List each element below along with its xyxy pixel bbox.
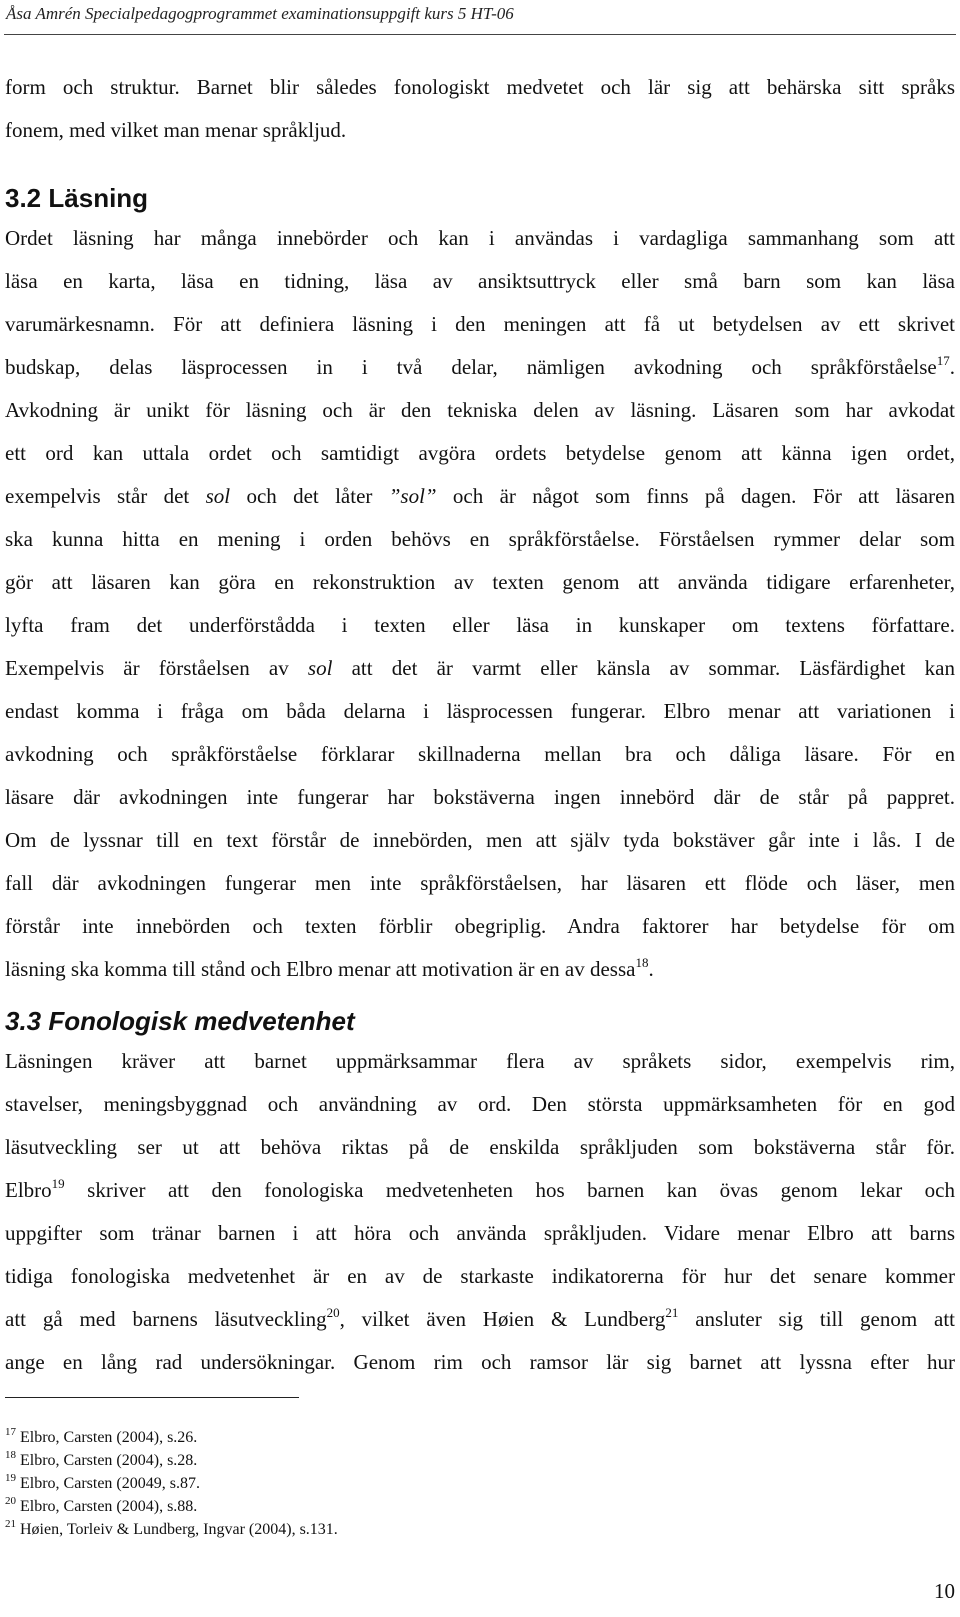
text-line: fonem, med vilket man menar språkljud. [5,118,347,142]
footnote-ref: 20 [326,1305,340,1320]
section-lasning [5,181,955,991]
text-line [5,475,955,518]
text-line [5,1298,955,1341]
emphasis-word: sol [307,656,333,680]
text-line: läsare där avkodningen inte fungerar har bokstäverna ingen innebörd där de står på pappret. [5,785,955,809]
text-span: läsning ska komma till stånd och Elbro menar att motivation är en av dessa [5,957,636,981]
text-line: avkodning och språkförståelse förklarar skillnaderna mellan bra och dåliga läsare. För en [5,742,955,766]
text-span: och det låter [246,484,373,508]
text-span: och är något som finns på dagen. För att läsaren [452,484,956,508]
footnote-ref: 19 [51,1176,65,1191]
section-heading [5,181,955,215]
text-line: Läsningen kräver att barnet uppmärksammar flera av språkets sidor, exempelvis rim, [5,1049,955,1073]
text-line: ange en lång rad undersökningar. Genom rim och ramsor lär sig barnet att lyssna efter hur [5,1350,955,1374]
section-title: Läsning [48,183,149,213]
footnote-ref: 21 [665,1305,679,1320]
section-fonologisk-medvetenhet [5,1004,955,1384]
footnote-text: Høien, Torleiv & Lundberg, Ingvar (2004), s.131. [20,1521,338,1538]
text-span: Elbro [5,1178,52,1202]
footnote-ref: 17 [936,353,950,368]
text-span: skriver att den fonologiska medvetenheten hos barnen kan övas genom lekar och [87,1178,955,1202]
footnote-item [5,1426,338,1449]
text-line [5,948,955,991]
footnotes [5,1426,338,1541]
text-line: läsa en karta, läsa en tidning, läsa av ansiktsuttryck eller små barn som kan läsa [5,269,955,293]
text-span: budskap, delas läsprocessen in i två delar, nämligen avkodning och språkförståelse [5,355,937,379]
footnote-item [5,1495,338,1518]
footnote-item [5,1449,338,1472]
running-header: Åsa Amrén Specialpedagogprogrammet examinationsuppgift kurs 5 HT-06 [6,4,514,23]
footnote-text: Elbro, Carsten (20049, s.87. [20,1475,200,1492]
emphasis-word: sol [205,484,231,508]
footnote-item [5,1472,338,1495]
text-line [5,346,955,389]
text-line: varumärkesnamn. För att definiera läsning i den meningen att få ut betydelsen av ett skrivet [5,312,955,336]
text-line: Avkodning är unikt för läsning och är den tekniska delen av läsning. Läsaren som har avkodat [5,398,955,422]
text-line: stavelser, meningsbyggnad och användning av ord. Den största uppmärksamheten för en god [5,1092,955,1116]
text-line: fall där avkodningen fungerar men inte språkförståelsen, har läsaren ett flöde och läser, men [5,871,955,895]
footnote-text: Elbro, Carsten (2004), s.26. [20,1429,198,1446]
text-span: . [648,957,654,981]
text-line [5,1169,955,1212]
footnote-text: Elbro, Carsten (2004), s.28. [20,1452,198,1469]
text-span: Exempelvis är förståelsen av [5,656,289,680]
text-line: läsutveckling ser ut att behöva riktas på de enskilda språkljuden som bokstäverna står för. [5,1135,955,1159]
footnote-number: 21 [5,1518,16,1530]
section-number: 3.3 [5,1006,42,1036]
section-heading [5,1004,955,1038]
text-line: endast komma i fråga om båda delarna i läsprocessen fungerar. Elbro menar att variationen i [5,699,955,723]
section-body [5,217,955,991]
text-line: form och struktur. Barnet blir således fonologiskt medvetet och lär sig att behärska sitt språks [5,75,955,99]
footnote-number: 18 [5,1449,16,1461]
page-number: 10 [934,1579,955,1603]
footnote-text: Elbro, Carsten (2004), s.88. [20,1498,198,1515]
intro-paragraph [5,66,955,152]
text-line: Om de lyssnar till en text förstår de innebörden, men att själv tyda bokstäver går inte i lås. I de [5,828,955,852]
footnote-item [5,1518,338,1541]
emphasis-word: ”sol” [388,484,437,508]
text-line: ett ord kan uttala ordet och samtidigt avgöra ordets betydelse genom att känna igen ordet, [5,441,955,465]
text-span: ansluter sig till genom att [695,1307,956,1331]
text-span: exempelvis står det [5,484,190,508]
text-line: tidiga fonologiska medvetenhet är en av de starkaste indikatorerna för hur det senare kommer [5,1264,955,1288]
text-line: Ordet läsning har många innebörder och kan i användas i vardagliga sammanhang som att [5,226,955,250]
footnote-number: 19 [5,1472,16,1484]
text-line: förstår inte innebörden och texten förblir obegriplig. Andra faktorer har betydelse för om [5,914,955,938]
text-span: . [949,355,955,379]
footnote-ref: 18 [635,955,649,970]
section-number: 3.2 [5,183,42,213]
text-span: , vilket även Høien & Lundberg [339,1307,666,1331]
text-line: uppgifter som tränar barnen i att höra och använda språkljuden. Vidare menar Elbro att barns [5,1221,955,1245]
text-span: att det är varmt eller känsla av sommar. Läsfärdighet kan [351,656,956,680]
footnote-number: 20 [5,1495,16,1507]
text-line: lyfta fram det underförstådda i texten eller läsa in kunskaper om textens författare. [5,613,955,637]
footnote-divider [5,1397,299,1398]
section-body [5,1040,955,1384]
section-title: Fonologisk medvetenhet [48,1006,355,1036]
text-line [5,647,955,690]
header-divider [4,34,956,35]
text-span: att gå med barnens läsutveckling [5,1307,327,1331]
text-line: gör att läsaren kan göra en rekonstruktion av texten genom att använda tidigare erfarenheter, [5,570,955,594]
footnote-number: 17 [5,1426,16,1438]
text-line: ska kunna hitta en mening i orden behövs en språkförståelse. Förståelsen rymmer delar som [5,527,955,551]
